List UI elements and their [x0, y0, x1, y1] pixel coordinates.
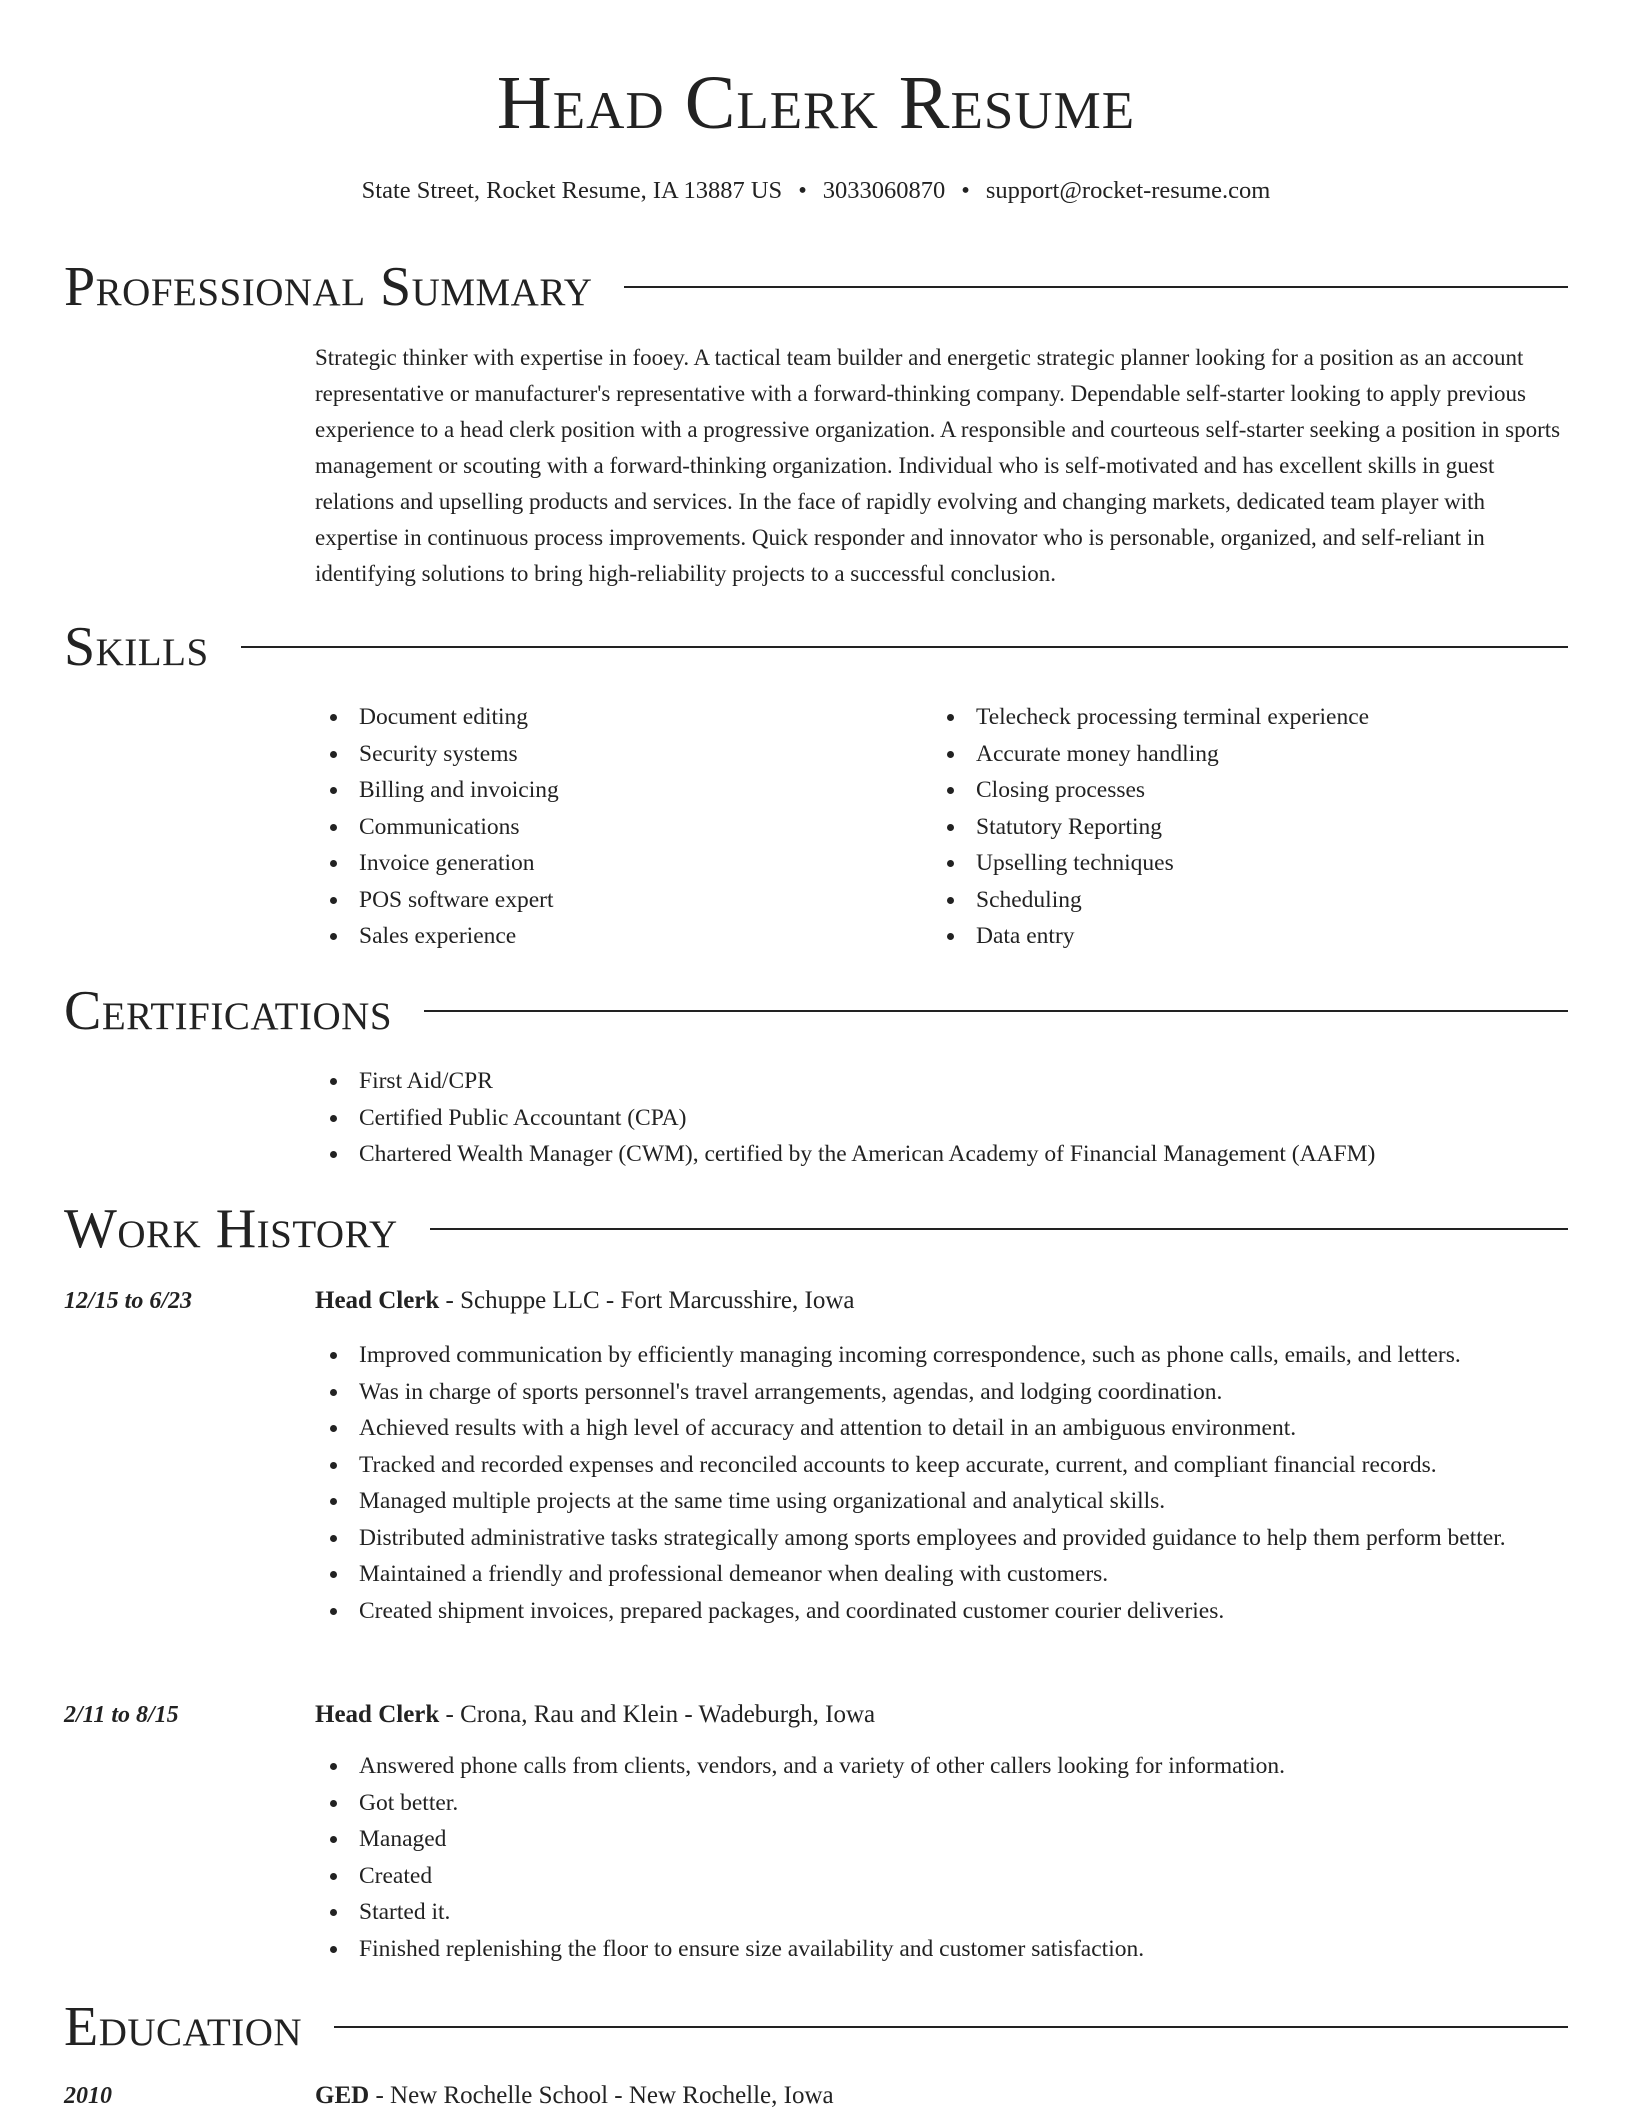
skill-item: Data entry	[932, 918, 1572, 955]
job-details: - Schuppe LLC - Fort Marcusshire, Iowa	[439, 1287, 855, 1314]
job-duty: Managed multiple projects at the same time using organizational and analytical skills.	[315, 1483, 1575, 1520]
skill-item: Sales experience	[315, 918, 915, 955]
skill-item: Closing processes	[932, 772, 1572, 809]
contact-phone: 3033060870	[822, 177, 946, 204]
education-year: 2010	[64, 2083, 112, 2109]
skills-list-left	[315, 699, 915, 955]
section-divider	[430, 1228, 1568, 1230]
certification-item: Certified Public Accountant (CPA)	[315, 1100, 1575, 1137]
contact-line	[0, 175, 1632, 207]
section-divider	[241, 646, 1568, 648]
education-details: - New Rochelle School - New Rochelle, Iowa	[369, 2082, 834, 2109]
skill-item: Communications	[315, 809, 915, 846]
summary-text: Strategic thinker with expertise in fooey. A tactical team builder and energetic strategic planner looking for a position as an account representative or manufacturer's representative with a forward-thinking company. Dependable self-starter looking to apply previous experience to a head clerk position with a progressive organization. A responsible and courteous self-starter seeking a position in sports management or scouting with a forward-thinking organization. Individual who is self-motivated and has excellent skills in guest relations and upselling products and services. In the face of rapidly evolving and changing markets, dedicated team player with expertise in continuous process improvements. Quick responder and innovator who is personable, organized, and self-reliant in identifying solutions to bring high-reliability projects to a successful conclusion.	[315, 345, 1561, 586]
skill-item: Billing and invoicing	[315, 772, 915, 809]
certification-item: Chartered Wealth Manager (CWM), certified by the American Academy of Financial Management (AAFM)	[315, 1136, 1575, 1173]
job-dates: 12/15 to 6/23	[64, 1288, 193, 1314]
resume-title: Head Clerk Resume	[496, 61, 1136, 145]
job-role: Head Clerk	[315, 1287, 440, 1314]
skill-item: Accurate money handling	[932, 736, 1572, 773]
job-duty: Improved communication by efficiently managing incoming correspondence, such as phone calls, emails, and letters.	[315, 1337, 1575, 1374]
contact-separator: •	[961, 177, 970, 204]
education-degree: GED	[315, 2082, 370, 2109]
job-duty: Started it.	[315, 1894, 1575, 1931]
certifications-list	[315, 1063, 1575, 1173]
section-title: Skills	[64, 616, 209, 678]
skill-item: POS software expert	[315, 882, 915, 919]
education-heading	[315, 2080, 834, 2112]
section-heading-work-history	[64, 1194, 1568, 1264]
job-duty: Achieved results with a high level of accuracy and attention to detail in an ambiguous environment.	[315, 1410, 1575, 1447]
job-heading	[315, 1699, 875, 1731]
job-details: - Crona, Rau and Klein - Wadeburgh, Iowa	[439, 1701, 876, 1728]
section-title: Education	[64, 1996, 303, 2058]
section-heading-education	[64, 1992, 1568, 2062]
section-divider	[334, 2026, 1568, 2028]
job-duty: Managed	[315, 1821, 1575, 1858]
skill-item: Scheduling	[932, 882, 1572, 919]
section-title: Work History	[64, 1198, 398, 1260]
job-duties-list	[315, 1748, 1575, 1967]
job-duty: Created	[315, 1858, 1575, 1895]
job-duty: Distributed administrative tasks strategically among sports employees and provided guidance to help them perform better.	[315, 1520, 1575, 1557]
contact-separator: •	[798, 177, 807, 204]
skills-list-right	[932, 699, 1572, 955]
job-duty: Finished replenishing the floor to ensure size availability and customer satisfaction.	[315, 1931, 1575, 1968]
job-duty: Was in charge of sports personnel's travel arrangements, agendas, and lodging coordination.	[315, 1374, 1575, 1411]
section-heading-skills	[64, 612, 1568, 682]
job-duty: Got better.	[315, 1785, 1575, 1822]
job-duty: Tracked and recorded expenses and reconciled accounts to keep accurate, current, and compliant financial records.	[315, 1447, 1575, 1484]
section-heading-certifications	[64, 976, 1568, 1046]
skill-item: Security systems	[315, 736, 915, 773]
skill-item: Statutory Reporting	[932, 809, 1572, 846]
skill-item: Document editing	[315, 699, 915, 736]
section-title: Certifications	[64, 980, 393, 1042]
skill-item: Invoice generation	[315, 845, 915, 882]
section-heading-summary	[64, 252, 1568, 322]
job-duty: Maintained a friendly and professional demeanor when dealing with customers.	[315, 1556, 1575, 1593]
job-duty: Answered phone calls from clients, vendors, and a variety of other callers looking for information.	[315, 1748, 1575, 1785]
skill-item: Upselling techniques	[932, 845, 1572, 882]
job-duty: Created shipment invoices, prepared packages, and coordinated customer courier deliveries.	[315, 1593, 1575, 1630]
job-duties-list	[315, 1337, 1575, 1629]
section-divider	[424, 1010, 1568, 1012]
contact-address: State Street, Rocket Resume, IA 13887 US	[361, 177, 783, 204]
job-dates: 2/11 to 8/15	[64, 1702, 179, 1728]
section-title: Professional Summary	[64, 256, 593, 318]
contact-email: support@rocket-resume.com	[985, 177, 1271, 204]
certification-item: First Aid/CPR	[315, 1063, 1575, 1100]
section-divider	[624, 286, 1568, 288]
job-role: Head Clerk	[315, 1701, 440, 1728]
skill-item: Telecheck processing terminal experience	[932, 699, 1572, 736]
job-heading	[315, 1285, 854, 1317]
